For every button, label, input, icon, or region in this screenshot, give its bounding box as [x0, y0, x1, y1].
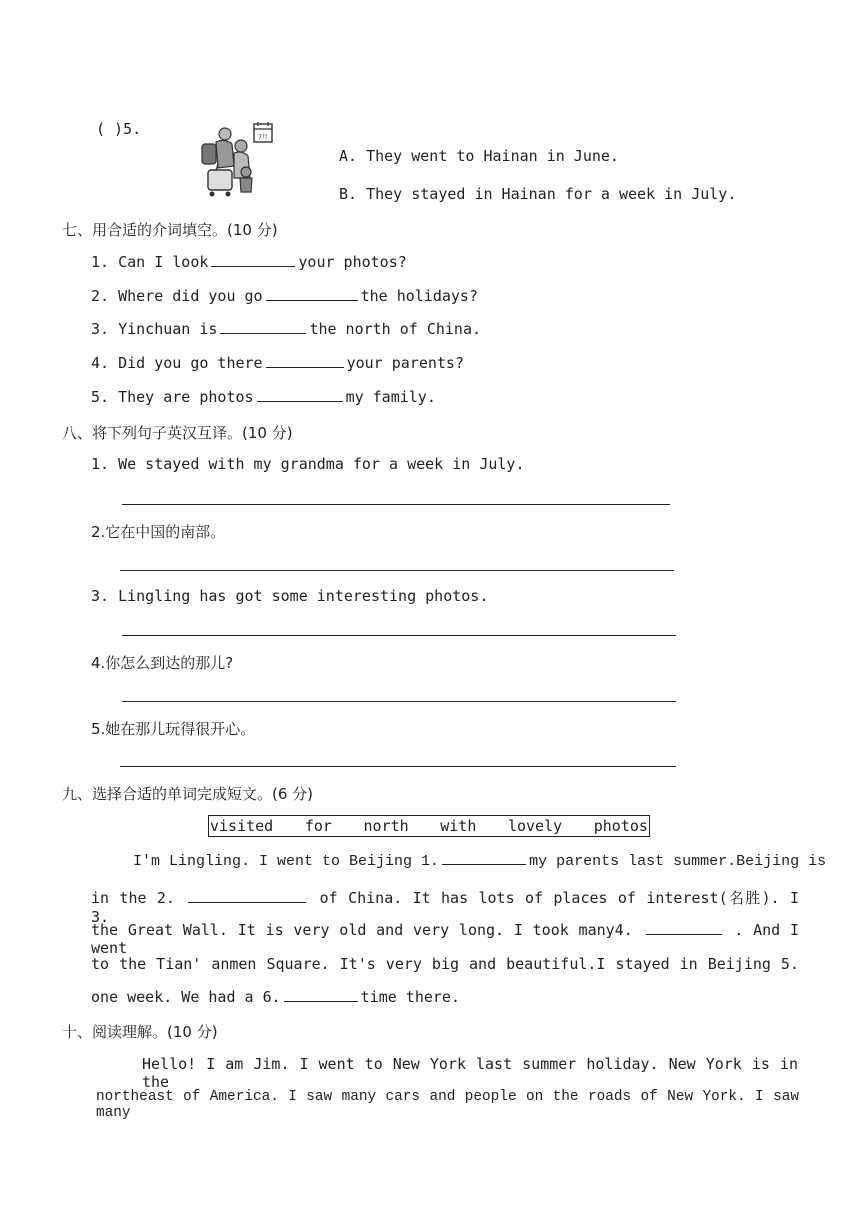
section-8-item-2: 2.它在中国的南部。	[91, 523, 226, 541]
reading-line-1: Hello! I am Jim. I went to New York last summer holiday. New York is in the	[142, 1055, 798, 1091]
word-bank-item: photos	[593, 817, 648, 835]
passage-line-2: in the 2. of China. It has lots of places of interest(名胜). I 3.	[91, 889, 800, 926]
q5-option-a: A. They went to Hainan in June.	[339, 147, 619, 165]
word-bank	[208, 815, 650, 837]
fill-blank[interactable]	[211, 265, 295, 267]
fill-blank[interactable]	[188, 901, 306, 903]
q5-option-b: B. They stayed in Hainan for a week in July.	[339, 185, 737, 203]
section-7-item-4: 4. Did you go there your parents?	[91, 354, 464, 372]
passage-line-5: one week. We had a 6. time there.	[91, 988, 460, 1006]
fill-blank[interactable]	[646, 933, 722, 935]
section-10-heading: 十、阅读理解。(10 分)	[62, 1023, 218, 1041]
answer-line[interactable]	[120, 570, 674, 571]
fill-blank[interactable]	[220, 332, 306, 334]
section-7-item-3: 3. Yinchuan is the north of China.	[91, 320, 482, 338]
section-7-item-1: 1. Can I look your photos?	[91, 253, 407, 271]
word-bank-item: with	[440, 817, 477, 835]
fill-blank[interactable]	[284, 1000, 358, 1002]
passage-line-3: the Great Wall. It is very old and very long. I took many4. . And I went	[91, 921, 799, 957]
section-7-item-2: 2. Where did you go the holidays?	[91, 287, 478, 305]
section-7-heading: 七、用合适的介词填空。(10 分)	[62, 221, 278, 239]
passage-line-1: I'm Lingling. I went to Beijing 1. my parents last summer.Beijing is	[133, 853, 827, 870]
calendar-label: 7月	[258, 134, 268, 141]
fill-blank[interactable]	[442, 863, 526, 865]
answer-line[interactable]	[122, 701, 676, 702]
fill-blank[interactable]	[266, 299, 358, 301]
section-8-item-3: 3. Lingling has got some interesting photos.	[91, 587, 489, 605]
section-7-item-5: 5. They are photos my family.	[91, 388, 436, 406]
section-8-heading: 八、将下列句子英汉互译。(10 分)	[62, 424, 293, 442]
q5-number: ( )5.	[96, 120, 142, 138]
section-9-heading: 九、选择合适的单词完成短文。(6 分)	[62, 785, 314, 803]
word-bank-item: visited	[210, 817, 274, 835]
passage-line-4: to the Tian' anmen Square. It's very big and beautiful.I stayed in Beijing 5.	[91, 955, 799, 973]
section-8-item-4: 4.你怎么到达的那儿?	[91, 654, 234, 672]
answer-line[interactable]	[122, 635, 676, 636]
section-8-item-1: 1. We stayed with my grandma for a week in July.	[91, 455, 525, 473]
answer-line[interactable]	[122, 504, 670, 505]
word-bank-item: lovely	[507, 817, 563, 835]
family-travel-illustration	[196, 120, 278, 202]
fill-blank[interactable]	[266, 366, 344, 368]
word-bank-item: north	[363, 817, 409, 835]
answer-line[interactable]	[120, 766, 676, 767]
fill-blank[interactable]	[257, 400, 343, 402]
reading-line-2: northeast of America. I saw many cars and people on the roads of New York. I saw many	[96, 1089, 799, 1121]
section-8-item-5: 5.她在那儿玩得很开心。	[91, 720, 256, 738]
word-bank-item: for	[304, 817, 332, 835]
